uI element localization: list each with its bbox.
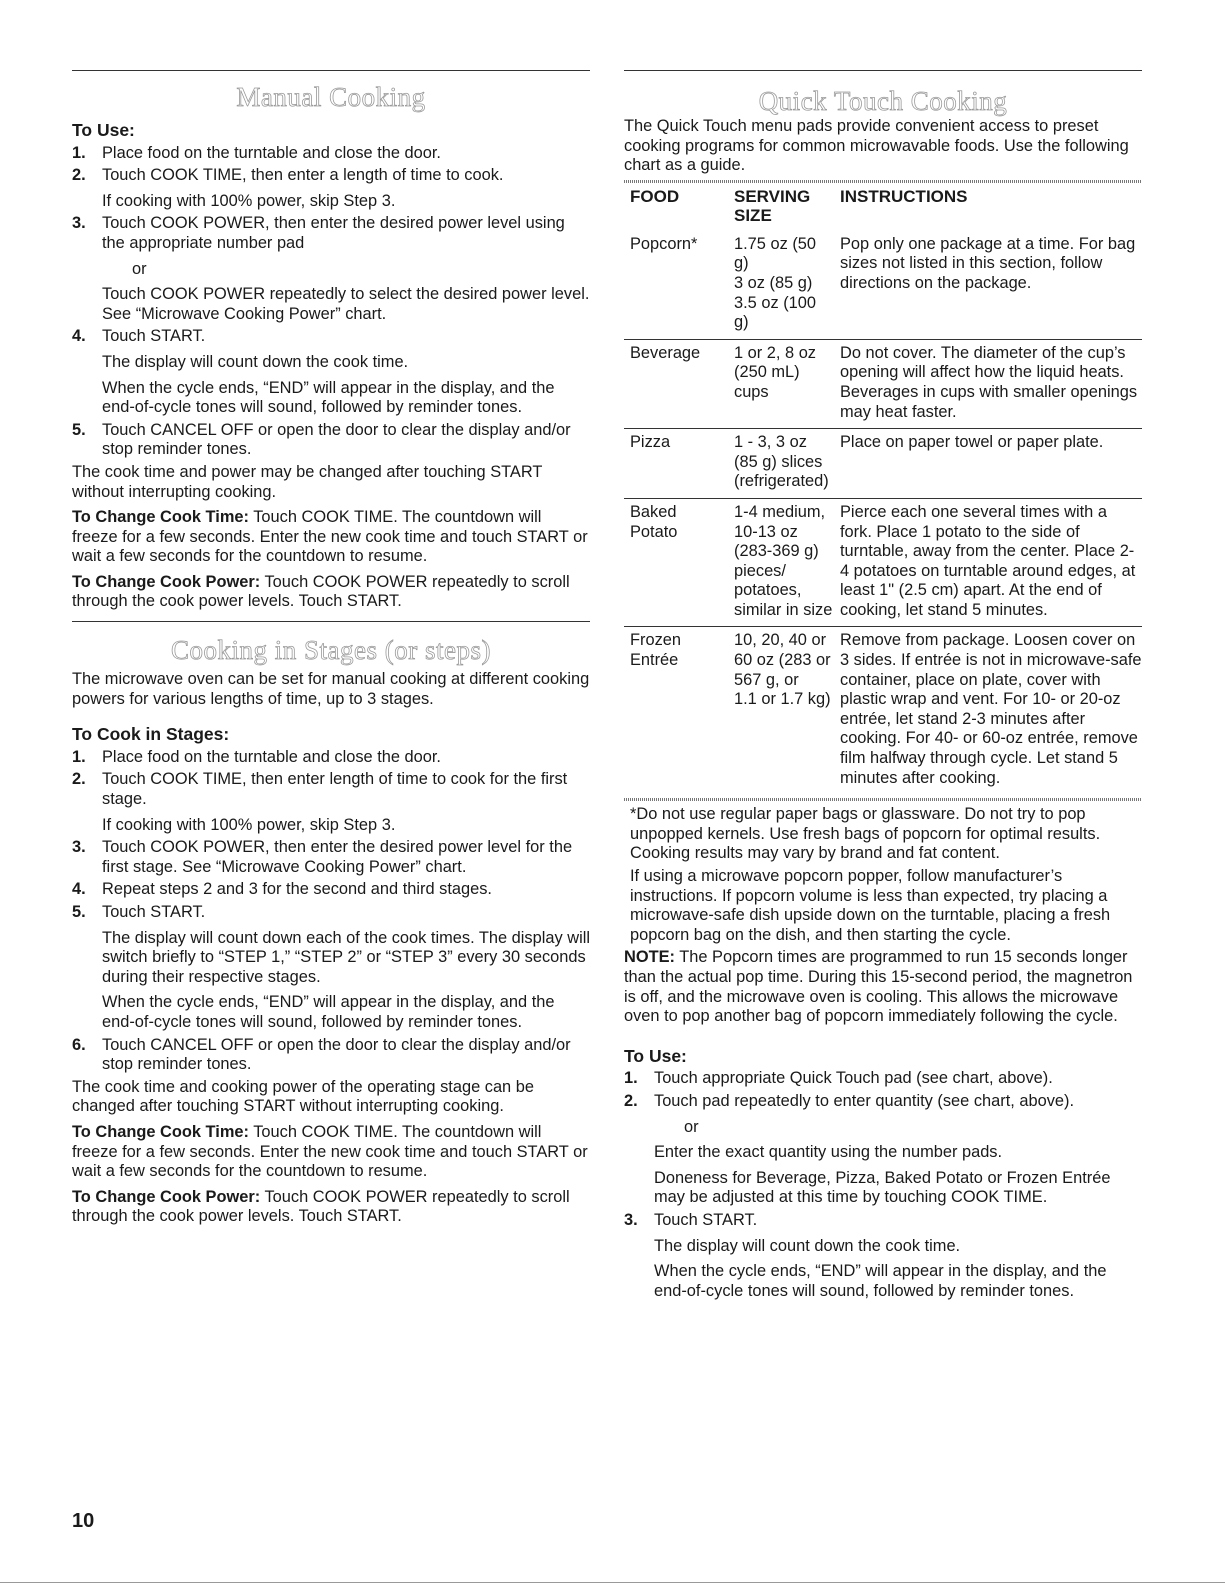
step-body (102, 214, 590, 324)
step-number: 6. (72, 1035, 86, 1054)
change-power-text: Touch COOK POWER repeatedly to scroll through the cook power levels. Touch START. (72, 1187, 570, 1226)
step-text: Touch COOK POWER, then enter the desired power level for the first stage. See “Microwave Cooking Power” chart. (102, 838, 573, 876)
change-power-label: To Change Cook Power: (72, 1187, 261, 1206)
step-body (102, 327, 590, 417)
section-rule (72, 70, 590, 71)
step-body (102, 838, 590, 877)
step-item (624, 1092, 1142, 1208)
stages-intro: The microwave oven can be set for manual cooking at different cooking powers for various lengths of time, up to 3 stages. (72, 670, 590, 708)
step-body (102, 144, 590, 164)
cell-instructions: Pierce each one several times with a fork. Place 1 potato to the side of turntable, away from the center. Place 2-4 potatoes on turntable around edges, at least 1" (2.5 cm) apart. At the end of cooking, let stand 5 minutes. (834, 498, 1142, 627)
section-rule (624, 70, 1142, 71)
cell-serving-size: 1 or 2, 8 oz (250 mL) cups (728, 339, 834, 428)
step-text: Repeat steps 2 and 3 for the second and third stages. (102, 880, 492, 899)
step-item (72, 903, 590, 1033)
step-text: Touch COOK TIME, then enter a length of time to cook. (102, 166, 504, 185)
step-item (72, 214, 590, 324)
step-body (102, 1036, 590, 1075)
step-item (72, 144, 590, 164)
stages-change-power (72, 1188, 590, 1227)
to-cook-in-stages-heading: To Cook in Stages: (72, 724, 230, 745)
step-item (72, 421, 590, 460)
table-header-row (624, 187, 1142, 231)
step-item (72, 770, 590, 835)
popcorn-footnote: *Do not use regular paper bags or glassware. Do not try to pop unpopped kernels. Use fresh bags of popcorn for optimal results. Cooking results may vary by brand and fat content. (630, 805, 1101, 863)
step-item (72, 838, 590, 877)
section-rule (72, 621, 590, 622)
step-body (102, 748, 590, 768)
step-number: 2. (72, 166, 86, 185)
manual-change-time (72, 508, 590, 567)
step-text: If cooking with 100% power, skip Step 3. (102, 191, 396, 210)
step-number: 4. (72, 880, 86, 899)
header-instructions: INSTRUCTIONS (840, 186, 968, 206)
cell-serving-size: 1.75 oz (50 g) 3 oz (85 g) 3.5 oz (100 g) (728, 231, 834, 339)
step-body (654, 1211, 1142, 1301)
table-row (624, 339, 1142, 428)
step-item (72, 880, 590, 900)
step-number: 5. (72, 420, 86, 439)
step-number: 3. (72, 838, 86, 857)
step-number: 1. (72, 747, 86, 766)
step-number: 3. (624, 1210, 638, 1229)
step-number: 5. (72, 903, 86, 921)
to-use-heading: To Use: (624, 1045, 687, 1066)
step-number: 1. (624, 1069, 638, 1088)
step-body (102, 166, 590, 211)
step-number: 1. (72, 143, 86, 162)
cell-instructions: Remove from package. Loosen cover on 3 sides. If entrée is not in microwave-safe container, place on plate, cover with plastic wrap and vent. For 10- or 20-oz entrée, let stand 2-3 minutes after cooking. For 40- or 60-oz entrée, remove film halfway through cycle. Let stand 5 minutes after cooking. (840, 631, 1142, 787)
change-power-text: Touch COOK POWER repeatedly to scroll through the cook power levels. Touch START. (72, 572, 570, 611)
or-separator: or (132, 259, 147, 278)
step-text: The display will count down the cook time. (102, 352, 409, 371)
cell-instructions: Pop only one package at a time. For bag sizes not listed in this section, follow directions on the package. (834, 231, 1142, 339)
popper-footnote: If using a microwave popcorn popper, follow manufacturer’s instructions. If popcorn volume is less than expected, try placing a microwave-safe dish upside down on the turntable, placing a fresh popcorn bag on the dish, and then starting the cycle. (630, 867, 1111, 944)
step-text: The display will count down each of the cook times. The display will switch briefly to “STEP 1,” “STEP 2” or “STEP 3” every 30 seconds during their respective stages. (102, 928, 591, 986)
page-bottom-rule (0, 1582, 1225, 1583)
or-separator: or (684, 1117, 699, 1136)
cell-serving-size: 10, 20, 40 or 60 oz (283 or 567 g, or 1.1 or 1.7 kg) (734, 631, 831, 709)
step-number: 2. (72, 770, 86, 789)
table-top-rule (624, 180, 1142, 183)
cell-food: Popcorn* (624, 231, 728, 339)
step-text: Touch appropriate Quick Touch pad (see chart, above). (654, 1069, 1053, 1088)
manual-steps-list (72, 144, 590, 460)
change-time-text: Touch COOK TIME. The countdown will freeze for a few seconds. Enter the new cook time and touch START or wait a few seconds for the countdown to resume. (72, 508, 588, 566)
step-text: Touch START. (102, 327, 206, 346)
step-text: Place food on the turntable and close the door. (102, 747, 441, 766)
note-label: NOTE: (624, 948, 675, 967)
manual-cooking-heading: Manual Cooking (236, 82, 426, 112)
quick-touch-heading: Quick Touch Cooking (758, 86, 1008, 116)
step-item (72, 748, 590, 768)
step-number: 2. (624, 1091, 638, 1110)
quick-touch-steps-list (624, 1069, 1142, 1301)
stages-heading: Cooking in Stages (or steps) (171, 635, 491, 666)
step-text: Place food on the turntable and close the door. (102, 143, 441, 162)
stages-steps-list (72, 748, 590, 1075)
cell-food: Pizza (624, 429, 728, 499)
cell-food: Beverage (624, 339, 728, 428)
cell-food: Baked Potato (624, 498, 728, 627)
table-row (624, 429, 1142, 499)
quick-touch-table (624, 187, 1142, 794)
step-item (72, 166, 590, 211)
step-text: Touch START. (654, 1210, 758, 1229)
cell-food: Frozen Entrée (630, 631, 682, 670)
table-bottom-rule (624, 798, 1142, 801)
step-number: 3. (72, 214, 86, 233)
step-text: Touch pad repeatedly to enter quantity (see chart, above). (654, 1091, 1075, 1110)
step-body (102, 880, 590, 900)
step-text: When the cycle ends, “END” will appear in the display, and the end-of-cycle tones will sound, followed by reminder tones. (654, 1262, 1107, 1300)
step-body (654, 1092, 1142, 1208)
step-body (102, 421, 590, 460)
step-text: Touch CANCEL OFF or open the door to clear the display and/or stop reminder tones. (102, 1035, 571, 1074)
step-body (102, 903, 590, 1033)
page-number: 10 (72, 1510, 95, 1532)
right-column (624, 70, 1142, 1304)
table-row (624, 627, 1142, 794)
manual-change-power (72, 573, 590, 612)
cell-instructions: Place on paper towel or paper plate. (834, 429, 1142, 499)
step-text: When the cycle ends, “END” will appear in the display, and the end-of-cycle tones will sound, followed by reminder tones. (102, 378, 555, 417)
step-body (102, 770, 590, 835)
cell-serving-size: 1-4 medium, 10-13 oz (283-369 g) pieces/ potatoes, similar in size (728, 498, 834, 627)
to-use-heading: To Use: (72, 120, 135, 140)
step-text: The display will count down the cook time. (654, 1236, 961, 1255)
change-time-label: To Change Cook Time: (72, 1122, 249, 1141)
quick-touch-intro: The Quick Touch menu pads provide convenient access to preset cooking programs for common microwavable foods. Use the following chart as a guide. (624, 117, 1129, 175)
cell-serving-size: 1 - 3, 3 oz (85 g) slices (refrigerated) (728, 429, 834, 499)
note-text: The Popcorn times are programmed to run 15 seconds longer than the actual pop time. During this 15-second period, the magnetron is off, and the microwave oven is cooling. This allows the microwave oven to pop another bag of popcorn immediately following the cycle. (624, 948, 1133, 1026)
step-text: When the cycle ends, “END” will appear in the display, and the end-of-cycle tones will sound, followed by reminder tones. (102, 993, 555, 1031)
manual-change-note: The cook time and power may be changed after touching START without interrupting cooking. (72, 462, 543, 501)
step-text: Touch COOK TIME, then enter length of time to cook for the first stage. (102, 770, 568, 809)
step-text: Touch START. (102, 903, 206, 921)
step-text: Touch COOK POWER, then enter the desired power level using the appropriate number pad (102, 214, 565, 252)
header-serving-size: SERVING SIZE (734, 186, 811, 225)
step-text: Touch CANCEL OFF or open the door to clear the display and/or stop reminder tones. (102, 420, 571, 459)
step-item (72, 1036, 590, 1075)
left-column (72, 70, 590, 1230)
step-body (654, 1069, 1142, 1089)
stages-change-time (72, 1123, 590, 1182)
header-food: FOOD (630, 186, 680, 206)
stages-change-note: The cook time and cooking power of the operating stage can be changed after touching START without interrupting cooking. (72, 1077, 534, 1116)
table-row (624, 231, 1142, 339)
popcorn-note (624, 948, 1142, 1026)
table-body (624, 231, 1142, 794)
step-text: If cooking with 100% power, skip Step 3. (102, 815, 396, 834)
step-alt-text: Enter the exact quantity using the number pads. (654, 1143, 1003, 1162)
step-number: 4. (72, 327, 86, 346)
change-power-label: To Change Cook Power: (72, 572, 261, 591)
change-time-text: Touch COOK TIME. The countdown will freeze for a few seconds. Enter the new cook time and touch START or wait a few seconds for the countdown to resume. (72, 1122, 588, 1181)
step-item (624, 1211, 1142, 1301)
table-row (624, 498, 1142, 627)
step-item (72, 327, 590, 417)
step-item (624, 1069, 1142, 1089)
step-extra-text: Doneness for Beverage, Pizza, Baked Potato or Frozen Entrée may be adjusted at this time by touching COOK TIME. (654, 1168, 1111, 1207)
change-time-label: To Change Cook Time: (72, 508, 249, 527)
cell-instructions: Do not cover. The diameter of the cup’s opening will affect how the liquid heats. Beverages in cups with smaller openings may heat faster. (834, 339, 1142, 428)
step-alt-text: Touch COOK POWER repeatedly to select the desired power level. See “Microwave Cooking Power” chart. (102, 285, 590, 323)
